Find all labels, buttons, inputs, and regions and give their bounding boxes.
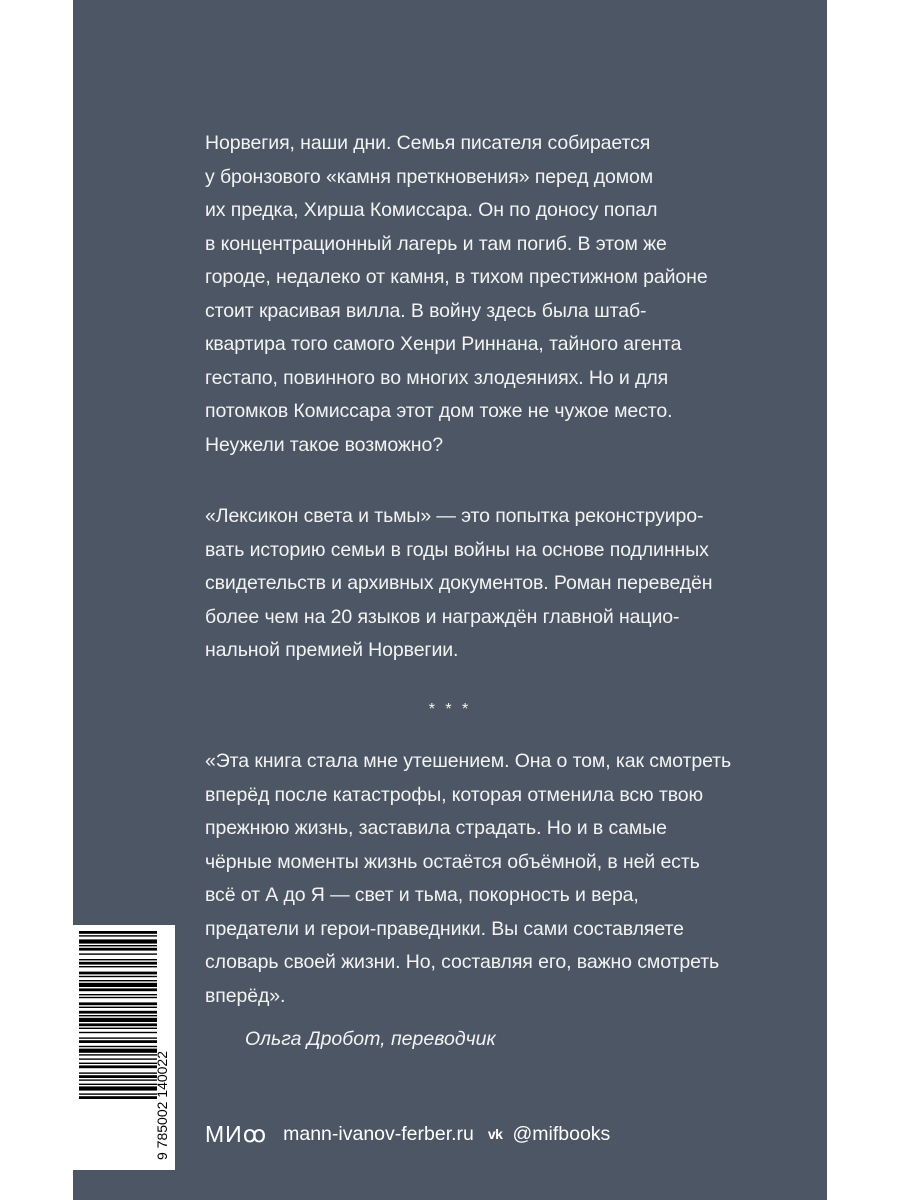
barcode-bar <box>79 945 157 946</box>
description-line: у бронзового «камня преткновения» перед домом <box>205 165 654 188</box>
barcode-bar <box>79 948 157 951</box>
description-line: гестапо, повинного во многих злодеяниях. Но и для <box>205 366 669 389</box>
quote-line: чёрные моменты жизнь остаётся объёмной, в ней есть <box>205 850 700 873</box>
barcode-bar <box>79 1096 157 1099</box>
barcode-bar <box>79 1065 157 1068</box>
description-line: Неужели такое возможно? <box>205 433 443 456</box>
publisher-logo: МИꝏ <box>205 1120 268 1147</box>
barcode-bar <box>79 1063 157 1064</box>
about-paragraph <box>205 500 765 668</box>
about-line: вать историю семьи в годы войны на основе подлинных <box>205 538 709 561</box>
barcode-bar <box>79 1093 157 1094</box>
description-line: городе, недалеко от камня, в тихом престижном районе <box>205 266 708 288</box>
barcode-bar <box>79 1075 157 1078</box>
barcode-bar <box>79 1049 157 1053</box>
barcode-bar <box>79 1072 157 1073</box>
description-line: Норвегия, наши дни. Семья писателя собирается <box>205 132 651 154</box>
about-line: нальной премией Норвегии. <box>205 639 459 661</box>
barcode-bar <box>79 997 157 998</box>
barcode-bar <box>79 1079 157 1080</box>
barcode-bar <box>79 1040 157 1043</box>
barcode-bar <box>79 983 157 987</box>
barcode-bar <box>79 959 157 960</box>
barcode-bar <box>79 994 157 995</box>
description-line: стоит красивая вилла. В войну здесь была штаб- <box>205 299 647 322</box>
barcode-bar <box>79 1028 157 1029</box>
barcode-number: 9 785002 140022 <box>154 1051 170 1160</box>
barcode-bar <box>79 962 157 965</box>
publisher-footer <box>205 1117 610 1151</box>
barcode-bar <box>79 1084 157 1085</box>
barcode-bars <box>79 931 157 1099</box>
barcode-bar <box>79 1002 157 1005</box>
website-link[interactable]: mann-ivanov-ferber.ru <box>283 1122 474 1145</box>
about-line: свидетельств и архивных документов. Роман переведён <box>205 572 713 594</box>
barcode-bar <box>79 1032 157 1033</box>
barcode-bar <box>79 935 157 936</box>
barcode-bar <box>79 1018 157 1022</box>
barcode-bar <box>79 1011 157 1014</box>
barcode-bar <box>79 1015 157 1016</box>
quote-line: «Эта книга стала мне утешением. Она о том, как смотреть <box>205 750 732 772</box>
quote-line: прежнюю жизнь, заставила страдать. Но и в самые <box>205 817 667 839</box>
barcode-bar <box>79 988 157 991</box>
barcode-bar <box>79 1086 157 1090</box>
section-separator: * * * <box>428 701 472 718</box>
description-line: квартира того самого Хенри Риннана, тайного агента <box>205 333 682 355</box>
description-paragraph <box>205 127 765 462</box>
review-quote <box>205 745 765 1013</box>
vk-icon[interactable]: vk <box>487 1126 503 1142</box>
barcode-bar <box>79 953 157 954</box>
about-line: более чем на 20 языков и награждён главной нацио- <box>205 605 680 628</box>
quote-line: предатели и герои-праведники. Вы сами составляете <box>205 917 684 940</box>
barcode-bar <box>79 966 157 967</box>
barcode-bar <box>79 980 157 981</box>
quote-line: вперёд». <box>205 984 286 1007</box>
description-line: потомков Комиссара этот дом тоже не чужое место. <box>205 400 673 422</box>
barcode-bar <box>79 1007 157 1008</box>
barcode-bar <box>79 1023 157 1026</box>
barcode-icon <box>73 925 175 1170</box>
barcode-bar <box>79 1058 157 1059</box>
barcode-bar <box>79 972 157 975</box>
quote-line: вперёд после катастрофы, которая отменила всю твою <box>205 783 704 806</box>
about-line: «Лексикон света и тьмы» — это попытка реконструиро- <box>205 505 704 527</box>
barcode-bar <box>79 1046 157 1047</box>
description-line: их предка, Хирша Комиссара. Он по доносу попал <box>205 199 658 221</box>
quote-line: всё от А до Я — свет и тьма, покорность и вера, <box>205 884 639 906</box>
social-handle[interactable]: @mifbooks <box>512 1122 611 1145</box>
quote-attribution: Ольга Дробот, переводчик <box>245 1028 496 1050</box>
description-line: в концентрационный лагерь и там погиб. В этом же <box>205 232 667 255</box>
barcode-bar <box>79 1054 157 1055</box>
barcode-bar <box>79 976 157 977</box>
quote-line: словарь своей жизни. Но, составляя его, важно смотреть <box>205 951 720 973</box>
barcode-bar <box>79 939 157 943</box>
barcode-bar <box>79 931 157 934</box>
barcode-bar <box>79 1037 157 1038</box>
